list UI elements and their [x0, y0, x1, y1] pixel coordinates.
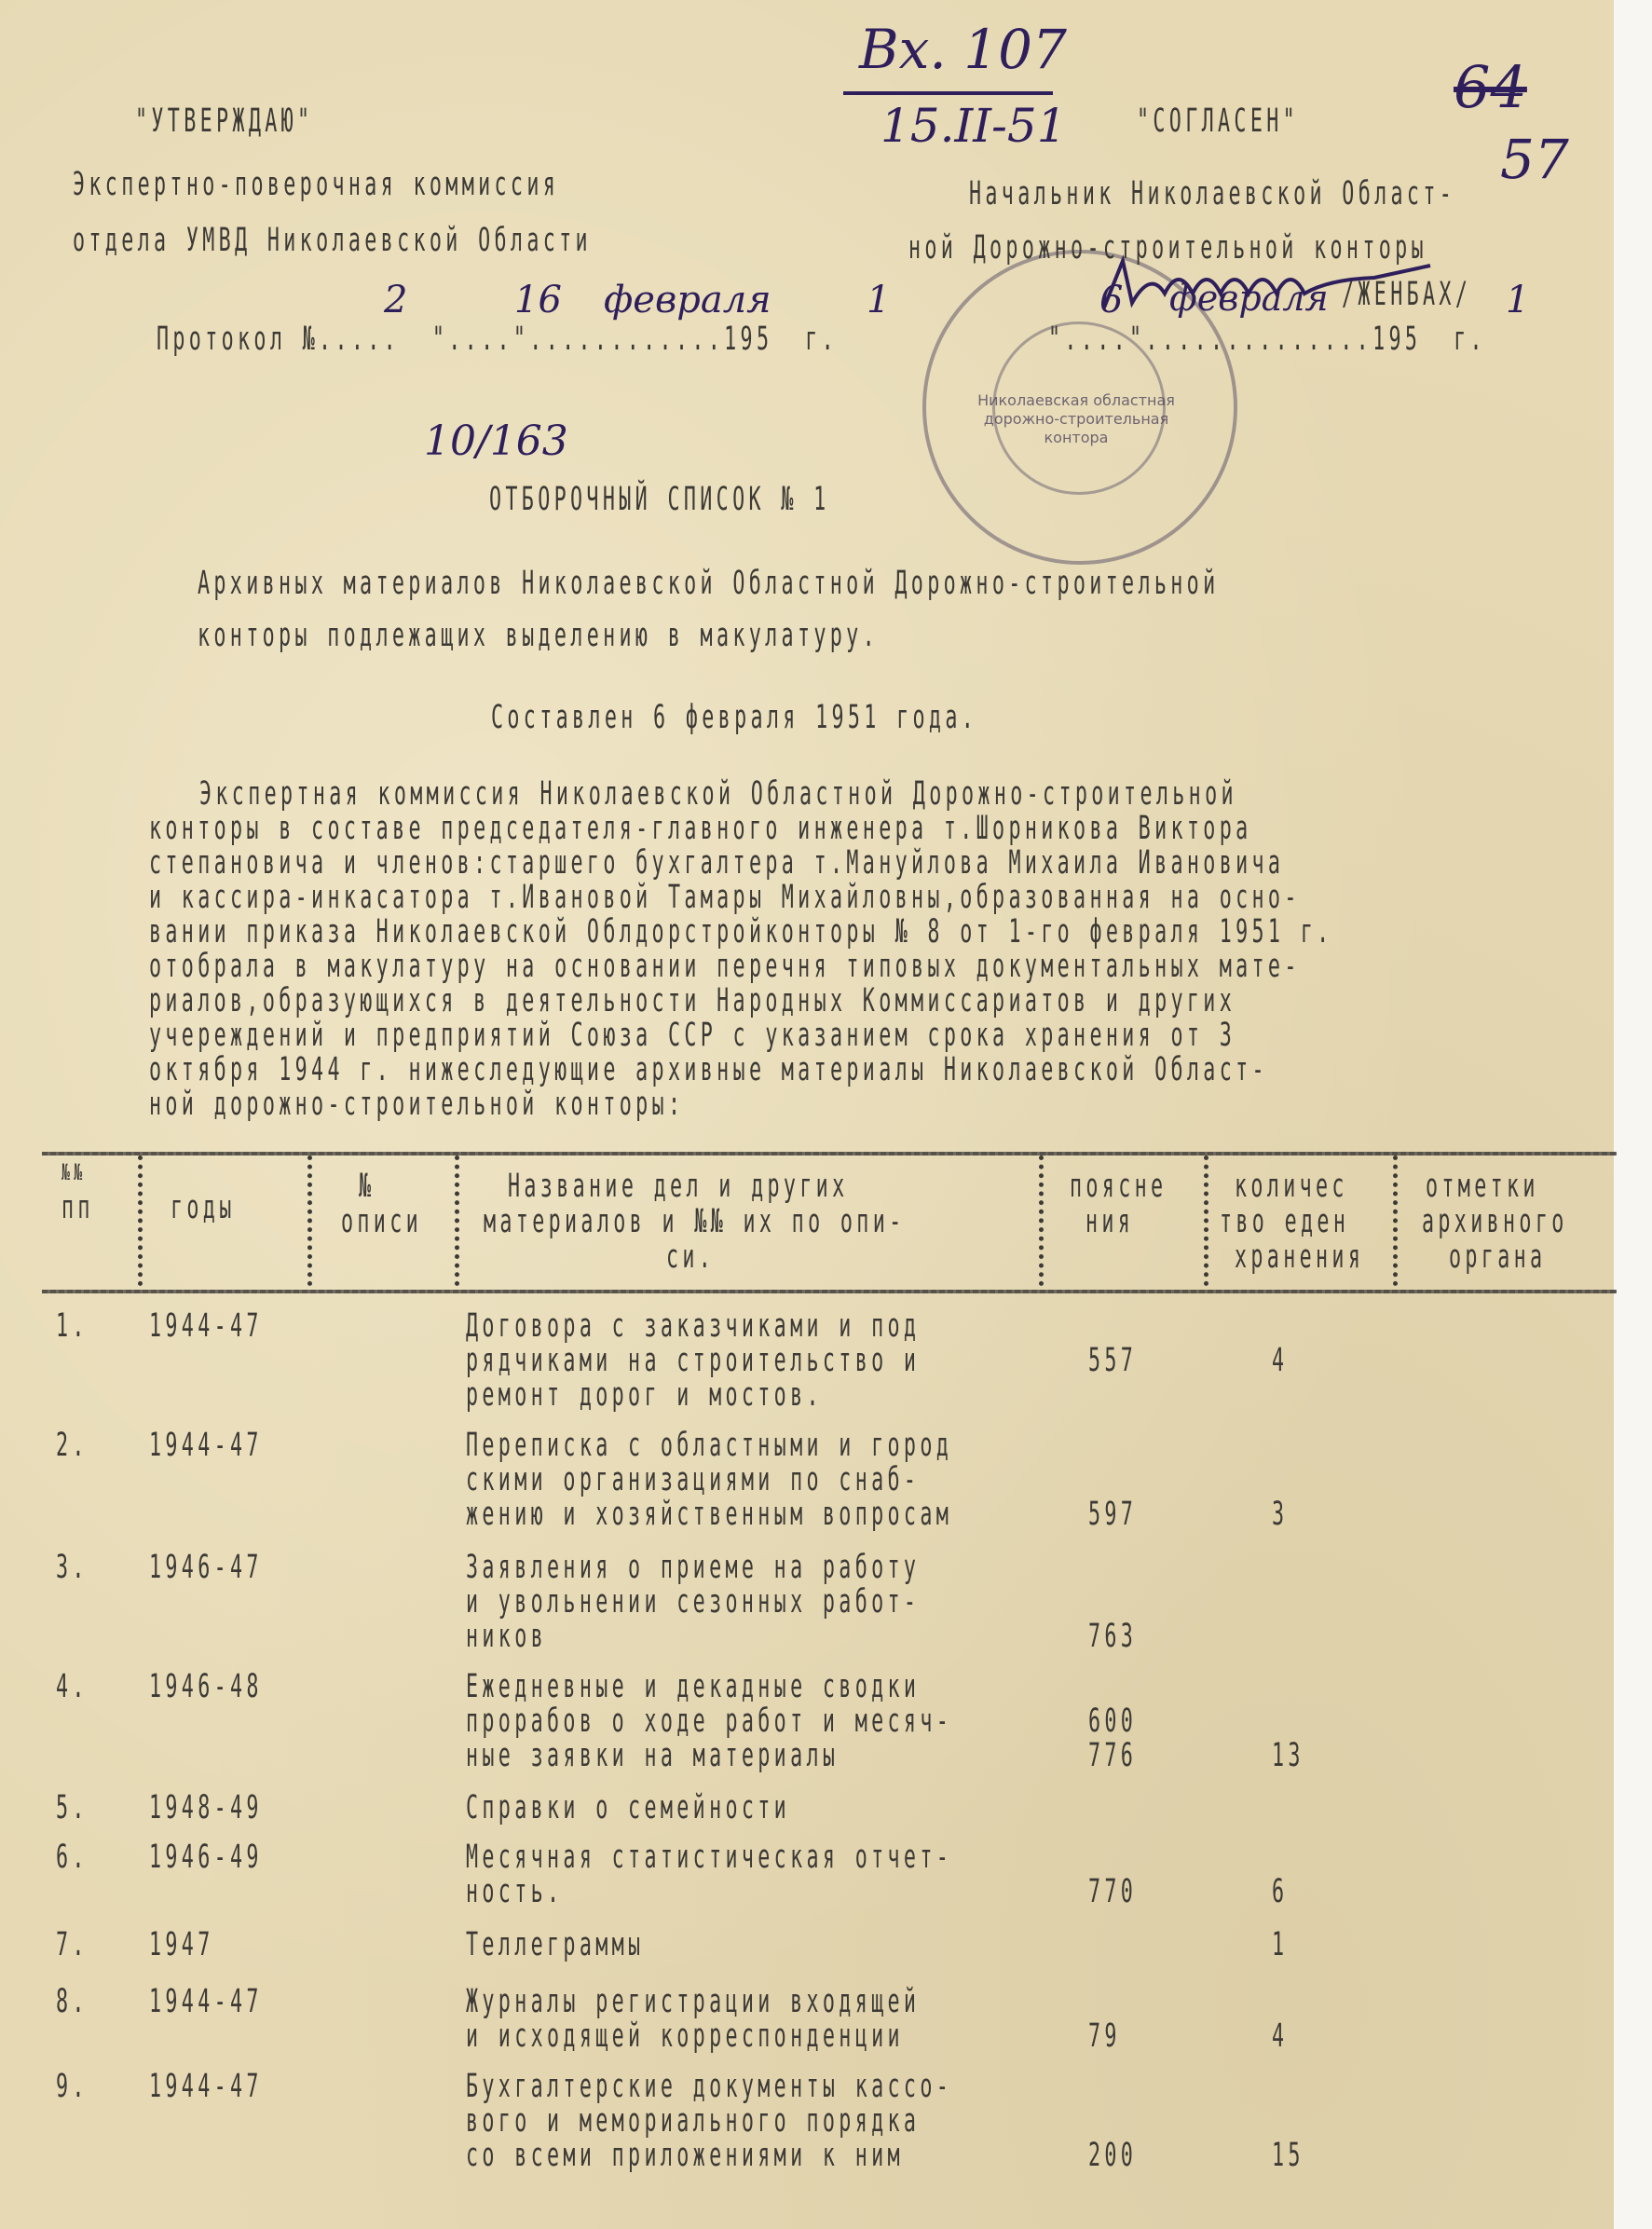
incoming-date: 15.II-51 [881, 99, 1067, 153]
column-separator [138, 1156, 143, 1286]
row-title-line: жению и хозяйственным вопросам [466, 1496, 953, 1533]
row-quantity: 15 [1272, 2137, 1304, 2174]
table-top-rule [42, 1152, 1617, 1156]
protocol-day: 16 [514, 279, 562, 321]
agree-line-2: ной Дорожно-строительной конторы [908, 229, 1427, 267]
body-line: ной дорожно-строительной конторы: [149, 1086, 685, 1123]
row-quantity: 6 [1272, 1873, 1289, 1910]
row-title-line: ные заявки на материалы [466, 1737, 840, 1774]
row-quantity: 4 [1272, 1342, 1289, 1379]
row-number: 8. [56, 1983, 89, 2020]
column-separator [1039, 1156, 1044, 1286]
approve-line-1: Экспертно-поверочная коммиссия [73, 166, 560, 203]
row-quantity: 4 [1272, 2017, 1289, 2055]
subtitle-line-1: Архивных материалов Николаевской Областной Дорожно-строительной [198, 565, 1220, 602]
row-notes: 776 [1088, 1737, 1138, 1774]
row-title-line: Договора с заказчиками и под [466, 1307, 921, 1345]
agree-signer: /ЖЕНБАХ/ [1342, 276, 1472, 313]
row-years: 1944-47 [149, 2068, 263, 2105]
header-qty: количес [1235, 1168, 1348, 1205]
row-title-line: со всеми приложениями к ним [466, 2137, 904, 2174]
old-page-number: 64 [1454, 53, 1527, 121]
protocol-line: Протокол №..... "...."............195 г. [157, 321, 838, 358]
agree-line-1: Начальник Николаевской Област- [969, 175, 1456, 212]
row-quantity: 1 [1272, 1926, 1289, 1963]
header-marks: архивного [1422, 1203, 1568, 1240]
row-notes: 557 [1088, 1342, 1138, 1379]
agreed-year-digit: 1 [1506, 279, 1530, 321]
row-title-line: Журналы регистрации входящей [466, 1983, 921, 2020]
body-line: конторы в составе председателя-главного инженера т.Шорникова Виктора [149, 810, 1252, 847]
header-marks: отметки [1426, 1168, 1539, 1205]
stamp-text: Николаевская областная дорожно-строительная контора [977, 391, 1175, 446]
row-years: 1944-47 [149, 1983, 263, 2020]
agree-date: "...."..............195 г. [1048, 321, 1486, 358]
row-years: 1946-48 [149, 1668, 263, 1705]
row-title-line: ность. [466, 1873, 564, 1910]
row-number: 7. [56, 1926, 89, 1963]
column-separator [1393, 1156, 1398, 1286]
row-title-line: ремонт дорог и мостов. [466, 1376, 823, 1414]
file-reference: 10/163 [424, 417, 568, 465]
row-title-line: рядчиками на строительство и [466, 1342, 921, 1379]
row-years: 1948-49 [149, 1789, 263, 1826]
incoming-number: Вх. 107 [859, 18, 1067, 81]
row-years: 1944-47 [149, 1307, 263, 1345]
row-years: 1946-49 [149, 1839, 263, 1876]
table-header-rule [42, 1290, 1617, 1293]
row-number: 1. [56, 1307, 89, 1345]
row-number: 5. [56, 1789, 89, 1826]
row-title-line: Месячная статистическая отчет- [466, 1839, 953, 1876]
row-quantity: 3 [1272, 1496, 1289, 1533]
row-number: 4. [56, 1668, 89, 1705]
row-notes: 763 [1088, 1618, 1138, 1655]
agree-label: "СОГЛАСЕН" [1137, 103, 1300, 140]
new-page-number: 57 [1500, 128, 1569, 191]
protocol-month: февраля [604, 279, 771, 321]
row-number: 2. [56, 1427, 89, 1464]
header-notes: поясне [1070, 1168, 1167, 1205]
protocol-number: 2 [384, 279, 408, 321]
header-num: №№ [61, 1159, 87, 1185]
document-title: ОТБОРОЧНЫЙ СПИСОК № 1 [489, 481, 830, 518]
row-title-line: Заявления о приеме на работу [466, 1549, 921, 1586]
header-list: № [359, 1168, 375, 1205]
row-title-line: ников [466, 1618, 548, 1655]
row-notes: 600 [1088, 1703, 1138, 1740]
agreed-day: 6 [1099, 279, 1124, 321]
header-qty: хранения [1235, 1238, 1365, 1276]
row-number: 6. [56, 1839, 89, 1876]
row-title-line: вого и мемориального порядка [466, 2102, 921, 2140]
agreed-month: февраля [1169, 278, 1329, 319]
header-num: пп [61, 1189, 94, 1226]
row-title-line: скими организациями по снаб- [466, 1461, 921, 1498]
row-title-line: Справки о семейности [466, 1789, 791, 1826]
row-quantity: 13 [1272, 1737, 1304, 1774]
incoming-underline [843, 91, 1053, 95]
body-line: вании приказа Николаевской Облдорстройконторы № 8 от 1-го февраля 1951 г. [149, 913, 1333, 950]
compiled-date: Составлен 6 февраля 1951 года. [491, 699, 978, 736]
subtitle-line-2: конторы подлежащих выделению в макулатуру. [198, 617, 879, 654]
header-years: годы [171, 1189, 236, 1226]
header-title: материалов и №№ их по опи- [484, 1203, 906, 1240]
row-title-line: Теллеграммы [466, 1926, 645, 1963]
column-separator [1204, 1156, 1208, 1286]
body-line: учереждений и предприятий Союза ССР с указанием срока хранения от 3 [149, 1017, 1236, 1054]
row-title-line: и увольнении сезонных работ- [466, 1583, 921, 1620]
row-title-line: прорабов о ходе работ и месяч- [466, 1703, 953, 1740]
row-notes: 770 [1088, 1873, 1138, 1910]
row-years: 1947 [149, 1926, 214, 1963]
body-line: октября 1944 г. нижеследующие архивные материалы Николаевской Област- [149, 1051, 1268, 1088]
header-title: Название дел и других [508, 1168, 849, 1205]
row-number: 3. [56, 1549, 89, 1586]
approve-label: "УТВЕРЖДАЮ" [135, 103, 314, 140]
row-years: 1944-47 [149, 1427, 263, 1464]
body-line: Экспертная коммиссия Николаевской Областной Дорожно-строительной [199, 775, 1237, 813]
approve-line-2: отдела УМВД Николаевской Области [73, 222, 592, 259]
body-line: отобрала в макулатуру на основании перечня типовых документальных мате- [149, 948, 1301, 985]
body-line: степановича и членов:старшего бухгалтера т.Мануйлова Михаила Ивановича [149, 844, 1285, 882]
row-title-line: Бухгалтерские документы кассо- [466, 2068, 953, 2105]
row-title-line: Переписка с областными и город [466, 1427, 953, 1464]
body-line: и кассира-инкасатора т.Ивановой Тамары Михайловны,образованная на осно- [149, 879, 1301, 916]
header-title: си. [666, 1238, 716, 1276]
row-notes: 79 [1088, 2017, 1121, 2055]
row-title-line: и исходящей корреспонденции [466, 2017, 904, 2055]
header-list: описи [341, 1203, 423, 1240]
column-separator [455, 1156, 459, 1286]
header-marks: органа [1449, 1238, 1547, 1276]
header-notes: ния [1085, 1203, 1135, 1240]
scan-edge [1614, 0, 1652, 2229]
row-number: 9. [56, 2068, 89, 2105]
row-years: 1946-47 [149, 1549, 263, 1586]
row-title-line: Ежедневные и декадные сводки [466, 1668, 921, 1705]
header-qty: тво еден [1220, 1203, 1350, 1240]
protocol-year-digit: 1 [867, 279, 891, 321]
body-line: риалов,образующихся в деятельности Народных Коммиссариатов и других [149, 982, 1236, 1019]
column-separator [307, 1156, 312, 1286]
row-notes: 200 [1088, 2137, 1138, 2174]
row-notes: 597 [1088, 1496, 1138, 1533]
